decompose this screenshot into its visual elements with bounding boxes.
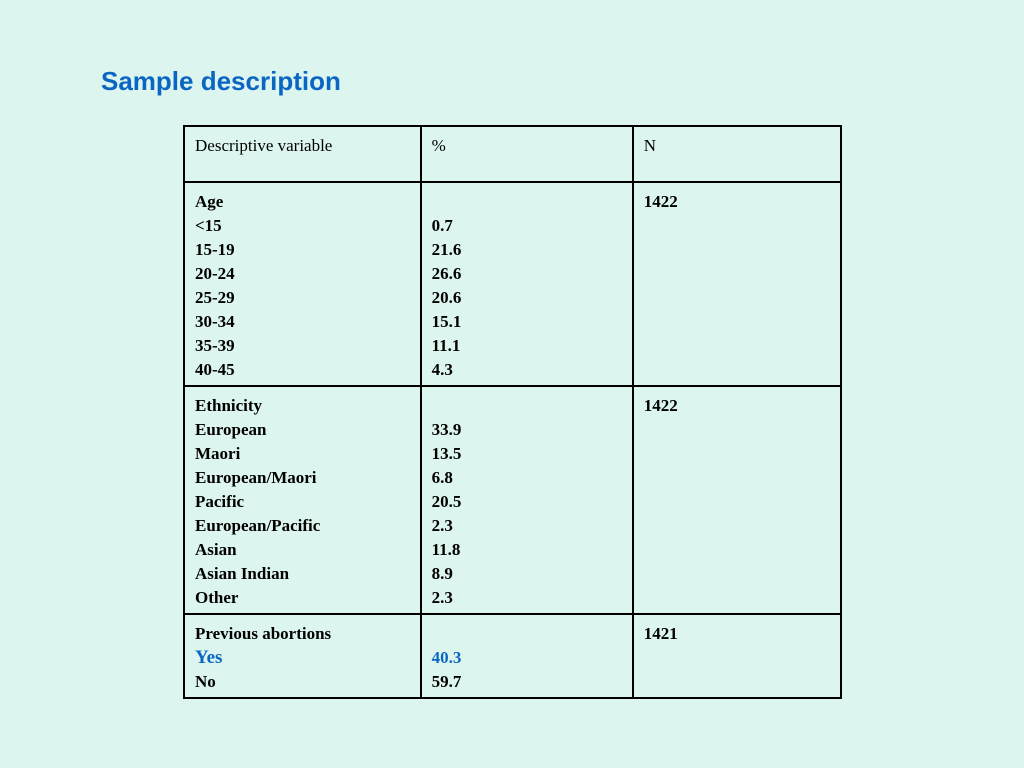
row-percent: 11.8: [431, 540, 461, 559]
table-row-previous-abortions: [184, 614, 841, 698]
row-label: European/Pacific: [195, 516, 321, 535]
group-label-age: Age: [195, 192, 224, 211]
ethnicity-percent-cell: [421, 386, 633, 614]
header-n: N: [633, 126, 841, 182]
row-label: 25-29: [195, 288, 235, 307]
previous-abortions-n-cell: [633, 614, 841, 698]
group-n: 1422: [643, 396, 678, 415]
sample-description-table: [183, 125, 842, 699]
row-label: Asian Indian: [195, 564, 290, 583]
row-label: 20-24: [195, 264, 235, 283]
row-percent: 2.3: [431, 516, 453, 535]
ethnicity-labels-cell: [184, 386, 421, 614]
table-header-row: [184, 126, 841, 182]
row-label: 35-39: [195, 336, 235, 355]
header-descriptive-variable: Descriptive variable: [184, 126, 421, 182]
row-percent-no: 59.7: [431, 672, 462, 691]
row-percent: 6.8: [431, 468, 453, 487]
row-percent: 11.1: [431, 336, 461, 355]
row-percent: 0.7: [431, 216, 453, 235]
row-label: Pacific: [195, 492, 245, 511]
spacer: [432, 190, 622, 214]
row-label: 30-34: [195, 312, 235, 331]
age-percent-cell: [421, 182, 633, 386]
group-label-ethnicity: Ethnicity: [195, 396, 263, 415]
row-percent: 4.3: [431, 360, 453, 379]
row-label: European: [195, 420, 267, 439]
age-n-cell: [633, 182, 841, 386]
table-row-ethnicity: [184, 386, 841, 614]
ethnicity-n-cell: [633, 386, 841, 614]
age-labels-cell: [184, 182, 421, 386]
group-n: 1421: [643, 624, 678, 643]
row-label: Maori: [195, 444, 241, 463]
group-n: 1422: [643, 192, 678, 211]
row-percent: 33.9: [431, 420, 462, 439]
slide-title: Sample description: [101, 66, 341, 96]
row-percent: 20.5: [431, 492, 462, 511]
spacer: [432, 394, 622, 418]
previous-abortions-labels-cell: [184, 614, 421, 698]
group-label-previous-abortions: Previous abortions: [195, 624, 332, 643]
row-percent: 20.6: [431, 288, 462, 307]
row-label: European/Maori: [195, 468, 317, 487]
row-label: 15-19: [195, 240, 235, 259]
table-row-age: [184, 182, 841, 386]
row-percent: 2.3: [431, 588, 453, 607]
row-percent: 8.9: [431, 564, 453, 583]
row-label: 40-45: [195, 360, 235, 379]
row-percent: 26.6: [431, 264, 462, 283]
row-percent: 21.6: [431, 240, 462, 259]
row-percent: 15.1: [431, 312, 462, 331]
header-percent: %: [421, 126, 633, 182]
row-percent-yes: 40.3: [431, 648, 462, 667]
spacer: [432, 622, 622, 646]
row-label: Other: [195, 588, 239, 607]
row-label: <15: [195, 216, 222, 235]
row-label: Asian: [195, 540, 237, 559]
row-percent: 13.5: [431, 444, 462, 463]
row-label-no: No: [195, 672, 216, 691]
previous-abortions-percent-cell: [421, 614, 633, 698]
row-label-yes: Yes: [195, 647, 223, 668]
